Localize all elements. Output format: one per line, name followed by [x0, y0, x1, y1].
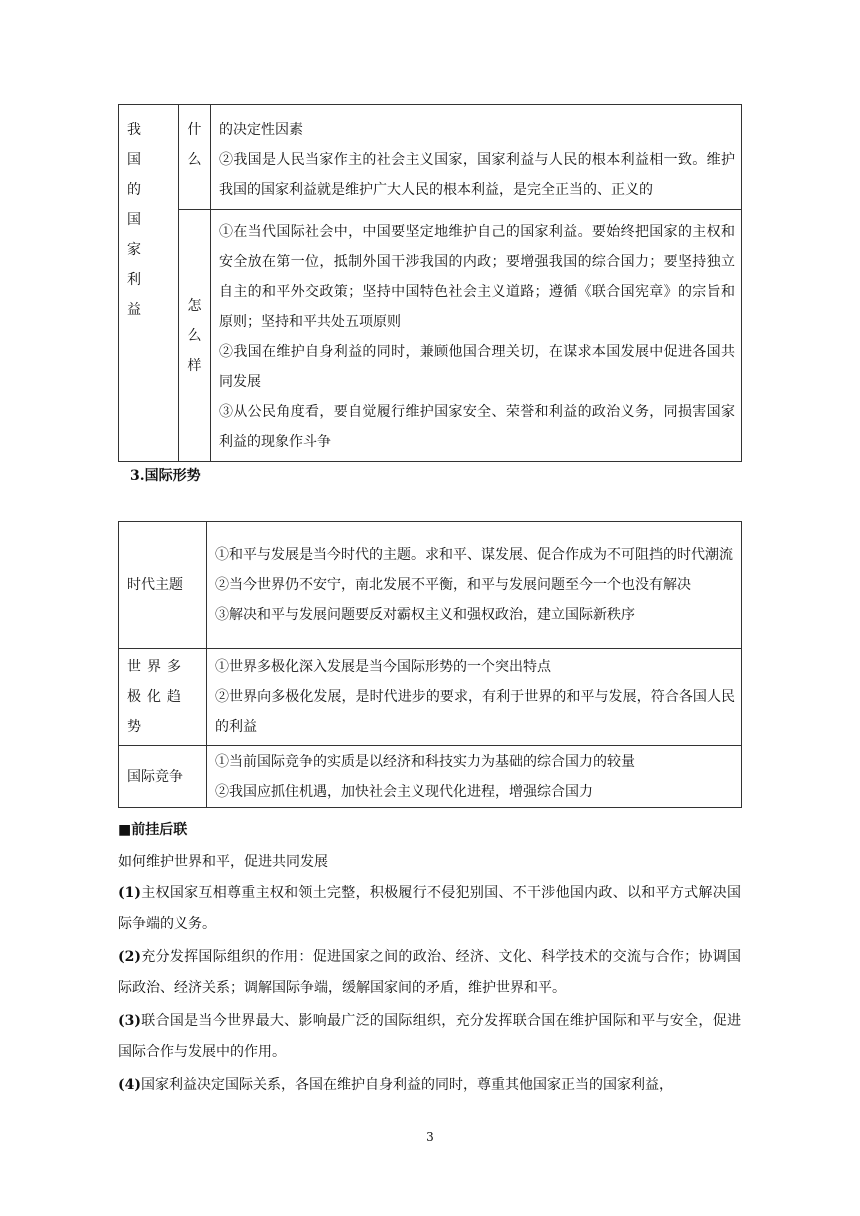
row-content-cell — [207, 522, 742, 649]
how-content-cell — [211, 210, 742, 462]
what-label-cell — [179, 105, 211, 210]
section-title: 3.国际形势 — [130, 468, 201, 484]
row-label-cell — [119, 522, 207, 649]
row-label: 世界多极化趋势 — [127, 659, 187, 735]
page-number: 3 — [426, 1130, 434, 1144]
row-line: ①和平与发展是当今时代的主题。求和平、谋发展、促合作成为不可阻挡的时代潮流 — [215, 547, 733, 563]
row-label-cell — [119, 746, 207, 808]
row-content-cell — [207, 649, 742, 746]
point-item — [118, 1070, 741, 1101]
row-label-cell — [119, 649, 207, 746]
point-number: (1) — [118, 885, 141, 901]
national-interest-table — [118, 104, 742, 462]
what-line: ②我国是人民当家作主的社会主义国家，国家利益与人民的根本利益相一致。维护我国的国家利益就是维护广大人民的根本利益，是完全正当的、正义的 — [219, 152, 735, 198]
row-line: ①世界多极化深入发展是当今国际形势的一个突出特点 — [215, 659, 551, 675]
row-line: ③解决和平与发展问题要反对霸权主义和强权政治，建立国际新秩序 — [215, 607, 635, 623]
how-label-char: 怎 — [187, 297, 202, 314]
how-line: ①在当代国际社会中，中国要坚定地维护自己的国家利益。要始终把国家的主权和安全放在第一位，抵制外国干涉我国的内政；要增强我国的综合国力；要坚持独立自主的和平外交政策；坚持中国特色社会主义道路；遵循《联合国宪章》的宗旨和原则；坚持和平共处五项原则 — [219, 223, 735, 330]
row-line: ②我国应抓住机遇，加快社会主义现代化进程，增强综合国力 — [215, 783, 593, 800]
link-heading: ■前挂后联 — [118, 822, 188, 838]
row-line: ①当前国际竞争的实质是以经济和科技实力为基础的综合国力的较量 — [215, 753, 635, 770]
row-content-cell — [207, 746, 742, 808]
point-number: (3) — [118, 1013, 141, 1029]
point-number: (4) — [118, 1077, 141, 1093]
how-label-cell — [179, 210, 211, 462]
point-number: (2) — [118, 949, 141, 965]
row-line: ②世界向多极化发展，是时代进步的要求，有利于世界的和平与发展，符合各国人民的利益 — [215, 689, 735, 735]
point-text: 主权国家互相尊重主权和领土完整，积极履行不侵犯别国、不干涉他国内政、以和平方式解决国际争端的义务。 — [118, 885, 741, 932]
point-item — [118, 878, 741, 940]
point-text: 充分发挥国际组织的作用：促进国家之间的政治、经济、文化、科学技术的交流与合作；协调国际政治、经济关系；调解国际争端，缓解国家间的矛盾，维护世界和平。 — [118, 949, 741, 996]
link-subtitle: 如何维护世界和平，促进共同发展 — [118, 854, 328, 870]
how-label-char: 样 — [187, 357, 202, 374]
how-line: ②我国在维护自身利益的同时，兼顾他国合理关切，在谋求本国发展中促进各国共同发展 — [219, 343, 735, 390]
international-situation-table — [118, 521, 742, 808]
row-label: 时代主题 — [127, 577, 183, 593]
national-interest-label: 我国的国家利益 — [127, 122, 155, 318]
row-label: 国际竞争 — [127, 768, 183, 785]
how-line: ③从公民角度看，要自觉履行维护国家安全、荣誉和利益的政治义务，同损害国家利益的现象作斗争 — [219, 403, 735, 450]
what-label-char: 么 — [187, 152, 202, 168]
point-item — [118, 1006, 741, 1068]
row-line: ②当今世界仍不安宁，南北发展不平衡，和平与发展问题至今一个也没有解决 — [215, 577, 691, 593]
point-item — [118, 942, 741, 1004]
point-text: 联合国是当今世界最大、影响最广泛的国际组织，充分发挥联合国在维护国际和平与安全，促进国际合作与发展中的作用。 — [118, 1013, 741, 1060]
what-content-cell — [211, 105, 742, 210]
how-label-char: 么 — [187, 327, 202, 344]
what-line: 的决定性因素 — [219, 122, 303, 138]
national-interest-label-cell — [119, 105, 179, 462]
what-label-char: 什 — [187, 122, 202, 138]
point-text: 国家利益决定国际关系，各国在维护自身利益的同时，尊重其他国家正当的国家利益， — [141, 1077, 673, 1093]
